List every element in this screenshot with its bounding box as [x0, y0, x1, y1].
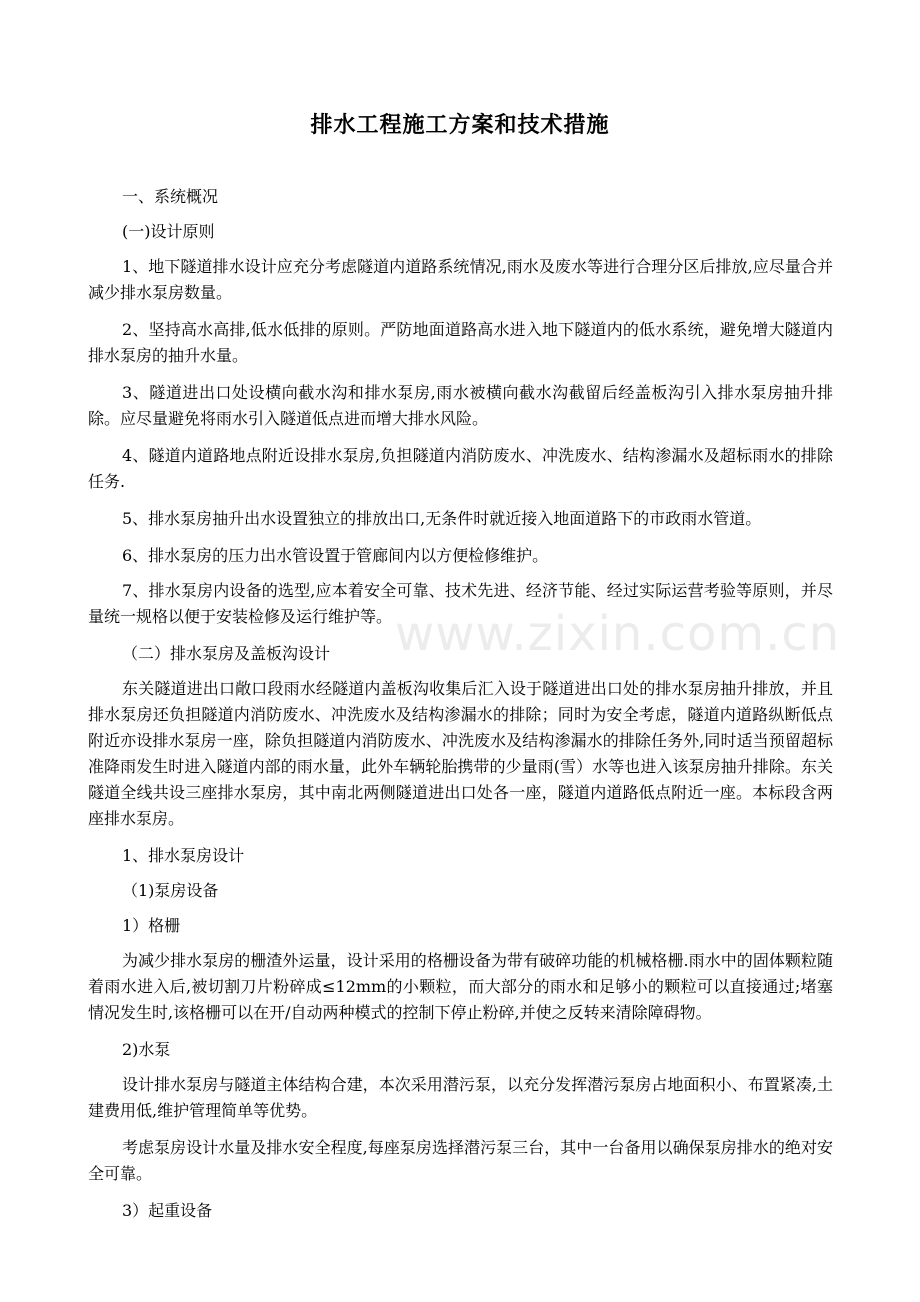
heading-pump-house-design: 1、排水泵房设计 — [122, 846, 245, 865]
heading-pump-equipment: （1)泵房设备 — [122, 881, 219, 900]
paragraph-principle-1: 1、地下隧道排水设计应充分考虑隧道内道路系统情况,雨水及废水等进行合理分区后排放,应尽量合并减少排水泵房数量。 — [88, 257, 833, 302]
heading-lifting-equipment: 3）起重设备 — [122, 1201, 213, 1220]
paragraph-principle-4: 4、隧道内道路地点附近设排水泵房,负担隧道内消防废水、冲洗废水、结构渗漏水及超标雨水的排除任务. — [88, 446, 833, 491]
subsection-heading-principles: (一)设计原则 — [122, 222, 215, 241]
paragraph-water-pump-1: 设计排水泵房与隧道主体结构合建，本次采用潜污泵，以充分发挥潜污泵房占地面积小、布置紧凑,土建费用低,维护管理简单等优势。 — [88, 1075, 833, 1120]
heading-water-pump: 2)水泵 — [122, 1040, 171, 1059]
paragraph-grille: 为减少排水泵房的栅渣外运量，设计采用的格栅设备为带有破碎功能的机械格栅.雨水中的固体颗粒随着雨水进入后,被切割刀片粉碎成≤12mm的小颗粒，而大部分的雨水和足够小的颗粒可以直接通过;堵塞情况发生时,该格栅可以在开/自动两种模式的控制下停止粉碎,并使之反转来清除障碍物。 — [88, 951, 833, 1022]
subsection-heading-pump-house: （二）排水泵房及盖板沟设计 — [122, 644, 331, 663]
paragraph-pump-house-overview: 东关隧道进出口敞口段雨水经隧道内盖板沟收集后汇入设于隧道进出口处的排水泵房抽升排放，并且排水泵房还负担隧道内消防废水、冲洗废水及结构渗漏水的排除；同时为安全考虑，隧道内道路纵断低点附近亦设排水泵房一座，除负担隧道内消防废水、冲洗废水及结构渗漏水的排除任务外,同时适当预留超标准降雨发生时进入隧道内部的雨水量，此外车辆轮胎携带的少量雨(雪）水等也进入该泵房抽升排除。东关隧道全线共设三座排水泵房，其中南北两侧隧道进出口处各一座，隧道内道路低点附近一座。本标段含两座排水泵房。 — [88, 679, 833, 828]
watermark: www.zixin.com.cn — [395, 606, 841, 662]
paragraph-principle-7: 7、排水泵房内设备的选型,应本着安全可靠、技术先进、经济节能、经过实际运营考验等原则，并尽量统一规格以便于安装检修及运行维护等。 — [88, 581, 833, 626]
section-heading-overview: 一、系统概况 — [122, 187, 219, 206]
paragraph-principle-2: 2、坚持高水高排,低水低排的原则。严防地面道路高水进入地下隧道内的低水系统，避免增大隧道内排水泵房的抽升水量。 — [88, 320, 833, 365]
paragraph-principle-3: 3、隧道进出口处设横向截水沟和排水泵房,雨水被横向截水沟截留后经盖板沟引入排水泵房抽升排除。应尽量避免将雨水引入隧道低点进而增大排水风险。 — [88, 383, 833, 428]
paragraph-principle-5: 5、排水泵房抽升出水设置独立的排放出口,无条件时就近接入地面道路下的市政雨水管道。 — [122, 509, 762, 528]
heading-grille: 1）格栅 — [122, 916, 181, 935]
paragraph-principle-6: 6、排水泵房的压力出水管设置于管廊间内以方便检修维护。 — [122, 546, 549, 565]
paragraph-water-pump-2: 考虑泵房设计水量及排水安全程度,每座泵房选择潜污泵三台，其中一台备用以确保泵房排水的绝对安全可靠。 — [88, 1138, 833, 1183]
document-body — [88, 184, 833, 1233]
document-title: 排水工程施工方案和技术措施 — [310, 113, 610, 138]
